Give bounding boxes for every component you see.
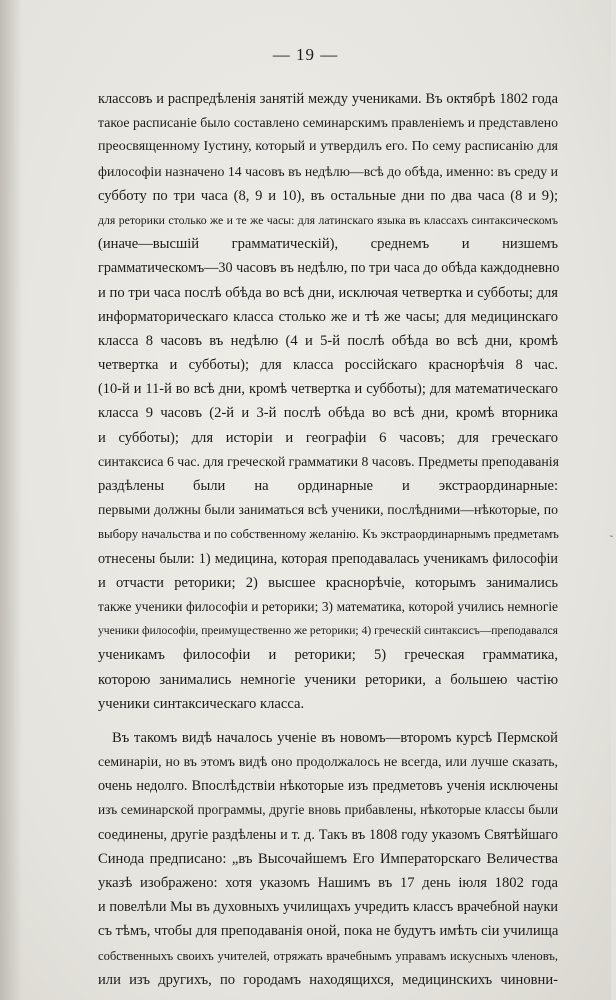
text-line: раздѣлены были на ординарные и экстраординарные: bbox=[98, 478, 558, 494]
text-line: или изъ другихъ, по городамъ находящихся, медицинскихъ чиновни- bbox=[98, 971, 558, 988]
text-line: информаторическаго класса столько же и тѣ же часы; для медицинскаго bbox=[98, 308, 558, 325]
text-line: съ тѣмъ, чтобы для преподаванія оной, пока не будутъ имѣть сіи училища bbox=[98, 923, 559, 940]
text-line: класса 8 часовъ въ недѣлю (4 и 5-й послѣ обѣда во всѣ дни, кромѣ bbox=[98, 332, 558, 349]
page-binding-shadow bbox=[0, 0, 22, 1000]
text-line: Синода предписано: „въ Высочайшемъ Его Императорскаго Величества bbox=[98, 850, 558, 867]
text-line: также ученики философіи и реторики; 3) математика, которой учились немногіе bbox=[98, 598, 558, 614]
text-line: отнесены были: 1) медицина, которая преподавалась ученикамъ философіи bbox=[98, 550, 558, 567]
text-line: грамматическомъ—30 часовъ въ недѣлю, по три часа до обѣда каждодневно bbox=[98, 260, 560, 277]
text-line: Въ такомъ видѣ началось ученіе въ новомъ—второмъ курсѣ Пермской bbox=[112, 729, 558, 746]
text-line: философіи назначено 14 часовъ въ недѣлю—всѣ до обѣда, именно: въ среду и bbox=[98, 163, 558, 179]
page-number: — 19 — bbox=[272, 45, 339, 64]
text-line: семинаріи, но въ этомъ видѣ оно продолжалось не всегда, или лучше сказать, bbox=[98, 754, 558, 770]
text-line: изъ семинарской программы, другіе вновь прибавлены, нѣкоторые классы были bbox=[98, 802, 558, 818]
text-line: преосвященному Іустину, который и утвердилъ его. По сему расписанію для bbox=[98, 139, 558, 155]
text-line: для реторики столько же и те же часы: для латинскаго языка въ классахъ синтаксическомъ bbox=[98, 212, 558, 227]
text-line: выбору начальства и по собственному желанію. Къ экстраординарнымъ предметамъ bbox=[98, 527, 559, 542]
text-line: и субботы); для исторіи и географіи 6 часовъ; для греческаго bbox=[98, 429, 558, 446]
text-line: и по три часа послѣ обѣда во всѣ дни, исключая четвертка и субботы; для bbox=[98, 284, 558, 301]
text-line: соединены, другіе раздѣлены и т. д. Такъ въ 1808 году указомъ Святѣйшаго bbox=[98, 826, 558, 843]
body-text bbox=[98, 87, 558, 992]
text-line: такое расписаніе было составлено семинарскимъ правленіемъ и представлено bbox=[98, 115, 558, 131]
text-line: синтаксиса 6 час. для греческой грамматики 8 часовъ. Предметы преподаванія bbox=[98, 453, 559, 469]
text-line: четвертка и субботы); для класса россійскаго краснорѣчія 8 час. bbox=[98, 357, 558, 374]
text-line: первыми должны были заниматься всѣ ученики, послѣдними—нѣкоторые, по bbox=[98, 502, 558, 518]
text-line: класса 9 часовъ (2-й и 3-й послѣ обѣда во всѣ дни, кромѣ вторника bbox=[98, 405, 558, 422]
margin-mark: ′ bbox=[602, 535, 616, 538]
text-line: (иначе—высшій грамматическій), среднемъ и низшемъ bbox=[98, 236, 558, 253]
text-line: ученики синтаксическаго класса. bbox=[98, 695, 305, 712]
text-line: указѣ изображено: хотя указомъ Нашимъ въ 17 день іюля 1802 года bbox=[98, 875, 558, 891]
text-line: которою занимались немногіе ученики реторики, а большею частію bbox=[98, 671, 558, 688]
text-line: собственныхъ своихъ учителей, отряжать врачебнымъ управамъ искусныхъ членовъ, bbox=[98, 948, 558, 963]
text-line: ученики философіи, преимущественно же реторики; 4) греческій синтаксисъ—преподавался bbox=[98, 624, 558, 638]
text-line: очень недолго. Впослѣдствіи нѣкоторые изъ предметовъ ученія исключены bbox=[98, 778, 558, 795]
text-line: и отчасти реторики; 2) высшее краснорѣчіе, которымъ занимались bbox=[98, 574, 558, 591]
text-line: (10-й и 11-й во всѣ дни, кромѣ четвертка и субботы); для математическаго bbox=[98, 381, 558, 398]
text-line: ученикамъ философіи и реторики; 5) греческая грамматика, bbox=[98, 647, 558, 664]
text-line: субботу по три часа (8, 9 и 10), въ остальные дни по два часа (8 и 9); bbox=[98, 187, 558, 204]
text-line: и повелѣли Мы въ духовныхъ училищахъ учредить классъ врачебной науки bbox=[98, 899, 558, 916]
text-line: классовъ и распредѣленія занятій между учениками. Въ октябрѣ 1802 года bbox=[98, 91, 558, 107]
